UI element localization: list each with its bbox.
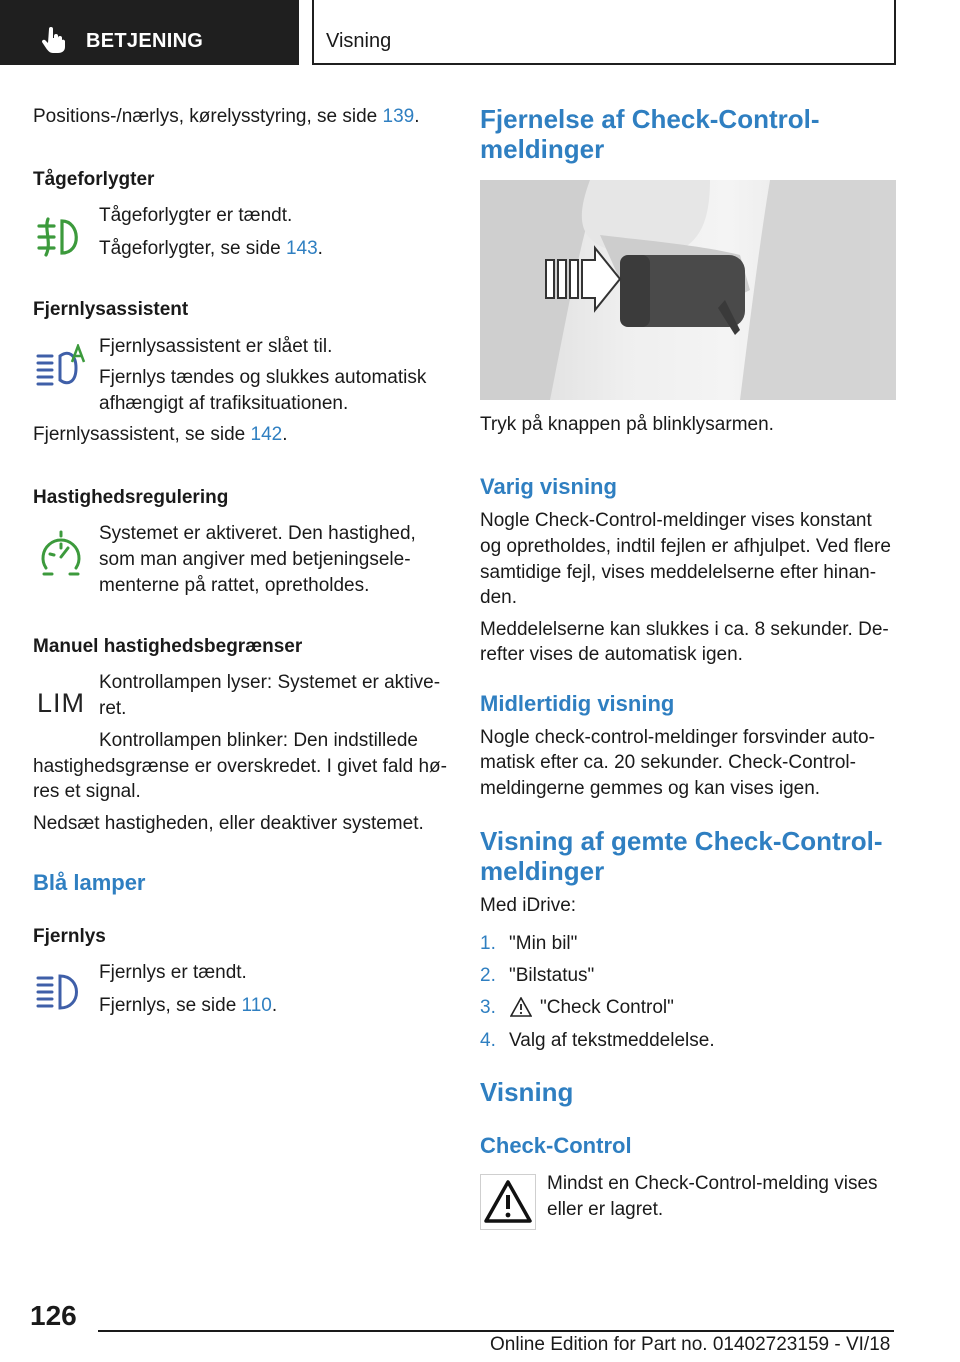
- hastighed-heading: Hastighedsregulering: [33, 487, 229, 508]
- high-beam-assistant-icon: [36, 344, 86, 386]
- taage-line2-suffix: .: [317, 238, 323, 259]
- gemte-heading-line1: Visning af gemte Check-Control-: [480, 826, 883, 856]
- list-num-3: 3.: [480, 997, 496, 1018]
- turn-signal-lever-photo: [480, 180, 896, 400]
- fjernlys-line2-text: Fjernlys, se side: [99, 995, 242, 1016]
- cruise-control-icon: [36, 530, 86, 580]
- list-num-4: 4.: [480, 1030, 496, 1051]
- taageforlygter-heading: Tågeforlygter: [33, 169, 155, 190]
- photo-caption: Tryk på knappen på blinklysarmen.: [480, 414, 774, 435]
- footer-divider: [98, 1330, 894, 1332]
- fjernlys-heading: Fjernlys: [33, 926, 106, 947]
- midl-l3: meldingerne gemmes og kan vises igen.: [480, 778, 821, 799]
- check-control-heading: Check-Control: [480, 1133, 632, 1158]
- check-control-warning-icon: [480, 1174, 536, 1230]
- manuel-line3: Kontrollampen blinker: Den indstillede: [99, 730, 418, 751]
- fjernlys-line2: [99, 993, 277, 1019]
- fjernlysassistent-ref-suffix: .: [282, 424, 288, 445]
- fjernelse-title-line2: meldinger: [480, 134, 605, 164]
- lim-icon: LIM: [37, 688, 86, 718]
- taage-line1: Tågeforlygter er tændt.: [99, 205, 293, 226]
- gemte-intro: Med iDrive:: [480, 895, 577, 916]
- fjernlys-line2-suffix: .: [271, 995, 278, 1016]
- page-number: 126: [30, 1300, 77, 1331]
- hastighed-line3: menterne på rattet, opretholdes.: [99, 575, 370, 596]
- menu-item-tekstmeddelelse: Valg af tekstmeddelelse.: [509, 1030, 715, 1051]
- fjernelse-title-line1: Fjernelse af Check-Control-: [480, 104, 820, 134]
- positionslys-ref: [33, 104, 419, 130]
- varig-l6: refter vises de automatisk igen.: [480, 644, 743, 665]
- fjernlys-line1: Fjernlys er tændt.: [99, 962, 247, 983]
- varig-l4: den.: [480, 587, 517, 608]
- menu-item-min-bil: "Min bil": [509, 933, 578, 954]
- edition-text: Online Edition for Part no. 01402723159 - VI/18: [490, 1334, 891, 1355]
- manuel-heading: Manuel hastighedsbegrænser: [33, 636, 303, 657]
- manuel-line5: res et signal.: [33, 781, 141, 802]
- gemte-heading-line2: meldinger: [480, 856, 605, 886]
- positionslys-text: Positions-/nærlys, kørelysstyring, se side: [33, 106, 383, 127]
- varig-l3: samtidige fejl, vises meddelelserne efter hinan-: [480, 562, 877, 583]
- midl-l1: Nogle check-control-meldinger forsvinder auto-: [480, 727, 875, 748]
- chapter-label: BETJENING: [86, 30, 204, 52]
- list-num-1: 1.: [480, 933, 496, 954]
- taage-line2-text: Tågeforlygter, se side: [99, 238, 286, 259]
- page-link-139[interactable]: 139: [382, 106, 415, 127]
- midl-heading: Midlertidig visning: [480, 691, 675, 716]
- menu-item-check-control: "Check Control": [540, 997, 674, 1018]
- varig-l1: Nogle Check-Control-meldinger vises konstant: [480, 510, 872, 531]
- positionslys-suffix: .: [414, 106, 420, 127]
- turn-signal-lever-illustration: [480, 180, 896, 400]
- menu-item-bilstatus: "Bilstatus": [509, 965, 595, 986]
- varig-l5: Meddelelserne kan slukkes i ca. 8 sekunder. De-: [480, 619, 889, 640]
- varig-l2: og opretholdes, indtil fejlen er afhjulpet. Ved flere: [480, 536, 891, 557]
- section-label: Visning: [326, 30, 392, 52]
- page-link-143[interactable]: 143: [285, 238, 318, 259]
- list-num-2: 2.: [480, 965, 496, 986]
- fjernlysassistent-line1: Fjernlysassistent er slået til.: [99, 336, 333, 357]
- front-fog-light-icon: [36, 213, 86, 261]
- warning-triangle-icon: [510, 997, 532, 1017]
- manuel-line4: hastighedsgrænse er overskredet. I givet fald hø-: [33, 756, 447, 777]
- manuel-line2: ret.: [99, 698, 127, 719]
- high-beam-icon: [36, 972, 86, 1012]
- fjernlysassistent-line2a: Fjernlys tændes og slukkes automatisk: [99, 367, 427, 388]
- fjernlysassistent-ref-text: Fjernlysassistent, se side: [33, 424, 251, 445]
- visning-heading: Visning: [480, 1077, 574, 1107]
- hastighed-line1: Systemet er aktiveret. Den hastighed,: [99, 523, 416, 544]
- visning-l1: Mindst en Check-Control-melding vises: [547, 1173, 878, 1194]
- varig-heading: Varig visning: [480, 474, 617, 499]
- manuel-line6: Nedsæt hastigheden, eller deaktiver systemet.: [33, 813, 424, 834]
- fjernlysassistent-heading: Fjernlysassistent: [33, 299, 189, 320]
- fjernlysassistent-ref: [33, 422, 288, 448]
- page-link-142[interactable]: 142: [250, 424, 283, 445]
- blaa-lamper-heading: Blå lamper: [33, 870, 146, 895]
- taage-line2: [99, 236, 323, 262]
- hand-pointer-icon: [40, 26, 68, 54]
- chapter-tab[interactable]: [0, 0, 299, 65]
- section-header: [312, 0, 896, 65]
- manuel-line1: Kontrollampen lyser: Systemet er aktive-: [99, 672, 441, 693]
- hastighed-line2: som man angiver med betjeningsele-: [99, 549, 411, 570]
- visning-l2: eller er lagret.: [547, 1199, 664, 1220]
- midl-l2: matisk efter ca. 20 sekunder. Check-Control-: [480, 752, 856, 773]
- fjernlysassistent-line2b: afhængigt af trafiksituationen.: [99, 393, 349, 414]
- page-link-110[interactable]: 110: [241, 995, 272, 1016]
